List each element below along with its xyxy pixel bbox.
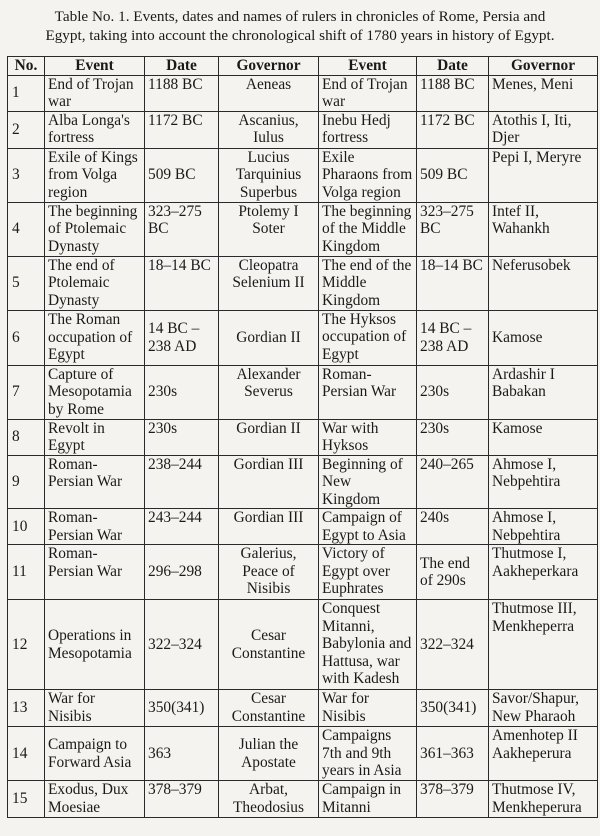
egypt-event: War for Nisibis (319, 690, 417, 727)
header-egypt-event: Event (319, 57, 417, 76)
egypt-governor: Ardashir I Babakan (489, 365, 598, 419)
egypt-event: Exile Pharaons from Volga region (319, 148, 417, 202)
egypt-event: The end of the Middle Kingdom (319, 256, 417, 310)
rome-governor: Arbat, Theodosius (219, 781, 319, 818)
egypt-governor: Atothis I, Iti, Djer (489, 111, 598, 148)
egypt-event: Victory of Egypt over Euphrates (319, 545, 417, 600)
egypt-date: 240–265 (417, 455, 489, 509)
rome-date: 509 BC (145, 148, 219, 202)
row-number: 3 (8, 148, 45, 202)
egypt-date: 240s (417, 509, 489, 545)
rome-event: Roman-Persian War (45, 455, 145, 509)
egypt-date: 323–275 BC (417, 202, 489, 256)
row-number: 6 (8, 310, 45, 365)
table-row (8, 148, 598, 202)
rome-date: 378–379 (145, 781, 219, 818)
header-rome-date: Date (145, 57, 219, 76)
table-row (8, 545, 598, 600)
egypt-date: 1172 BC (417, 111, 489, 148)
rome-governor: Cleopatra Selenium II (219, 256, 319, 310)
rome-governor: Ptolemy I Soter (219, 202, 319, 256)
rome-governor: Gordian III (219, 509, 319, 545)
rome-date: 230s (145, 419, 219, 455)
table-row (8, 727, 598, 781)
header-no: No. (8, 57, 45, 76)
egypt-date: 350(341) (417, 690, 489, 727)
egypt-date: 230s (417, 365, 489, 419)
egypt-event: Campaigns 7th and 9th years in Asia (319, 727, 417, 781)
table-row (8, 509, 598, 545)
egypt-date: 361–363 (417, 727, 489, 781)
egypt-date: 230s (417, 419, 489, 455)
rome-governor: Galerius, Peace of Nisibis (219, 545, 319, 600)
rome-governor: Aeneas (219, 75, 319, 111)
row-number: 10 (8, 509, 45, 545)
egypt-event: Beginning of New Kingdom (319, 455, 417, 509)
table-row (8, 781, 598, 818)
rome-event: Revolt in Egypt (45, 419, 145, 455)
rome-governor: Julian the Apostate (219, 727, 319, 781)
rome-governor: Alexander Severus (219, 365, 319, 419)
egypt-event: Conquest Mitanni, Babylonia and Hattusa, war with Kadesh (319, 600, 417, 690)
rome-governor: Cesar Constantine (219, 690, 319, 727)
row-number: 9 (8, 455, 45, 509)
caption-line-1: Table No. 1. Events, dates and names of rulers in chronicles of Rome, Persia and (54, 8, 546, 25)
chronology-table (7, 56, 598, 818)
rome-event: Exile of Kings from Volga region (45, 148, 145, 202)
egypt-date: 18–14 BC (417, 256, 489, 310)
rome-event: Roman-Persian War (45, 509, 145, 545)
rome-date: 18–14 BC (145, 256, 219, 310)
egypt-governor: Ahmose I, Nebpehtira (489, 509, 598, 545)
rome-governor: Gordian III (219, 455, 319, 509)
egypt-event: The Hyksos occupation of Egypt (319, 310, 417, 365)
row-number: 5 (8, 256, 45, 310)
rome-event: Roman-Persian War (45, 545, 145, 600)
rome-date: 14 BC – 238 AD (145, 310, 219, 365)
egypt-governor: Kamose (489, 419, 598, 455)
egypt-governor: Thutmose I, Aakheperkara (489, 545, 598, 600)
table-row (8, 75, 598, 111)
egypt-event: Campaign of Egypt to Asia (319, 509, 417, 545)
egypt-date: 14 BC – 238 AD (417, 310, 489, 365)
row-number: 2 (8, 111, 45, 148)
egypt-event: Campaign in Mitanni (319, 781, 417, 818)
egypt-governor: Savor/Shapur, New Pharaoh (489, 690, 598, 727)
rome-event: The beginning of Ptolemaic Dynasty (45, 202, 145, 256)
egypt-date: 509 BC (417, 148, 489, 202)
rome-date: 1172 BC (145, 111, 219, 148)
table-row (8, 111, 598, 148)
egypt-governor: Intef II, Wahankh (489, 202, 598, 256)
header-egypt-governor: Governor (489, 57, 598, 76)
rome-event: Operations in Mesopotamia (45, 600, 145, 690)
row-number: 1 (8, 75, 45, 111)
rome-governor: Cesar Constantine (219, 600, 319, 690)
table-row (8, 256, 598, 310)
rome-event: End of Trojan war (45, 75, 145, 111)
rome-event: Alba Longa's fortress (45, 111, 145, 148)
egypt-governor: Thutmose III, Menkheperra (489, 600, 598, 690)
egypt-governor: Neferusobek (489, 256, 598, 310)
egypt-event: Inebu Hedj fortress (319, 111, 417, 148)
header-rome-governor: Governor (219, 57, 319, 76)
rome-date: 243–244 (145, 509, 219, 545)
table-row (8, 310, 598, 365)
row-number: 14 (8, 727, 45, 781)
egypt-date: 378–379 (417, 781, 489, 818)
rome-date: 296–298 (145, 545, 219, 600)
rome-governor: Ascanius, Iulus (219, 111, 319, 148)
table-row (8, 600, 598, 690)
egypt-governor: Thutmose IV, Menkheperura (489, 781, 598, 818)
header-row (8, 57, 598, 76)
egypt-governor: Kamose (489, 310, 598, 365)
egypt-governor: Pepi I, Meryre (489, 148, 598, 202)
rome-date: 350(341) (145, 690, 219, 727)
egypt-governor: Ahmose I, Nebpehtira (489, 455, 598, 509)
egypt-governor: Amenhotep II Aakheperura (489, 727, 598, 781)
rome-event: The Roman occupation of Egypt (45, 310, 145, 365)
rome-event: Capture of Mesopotamia by Rome (45, 365, 145, 419)
egypt-event: Roman-Persian War (319, 365, 417, 419)
table-row (8, 365, 598, 419)
egypt-event: The beginning of the Middle Kingdom (319, 202, 417, 256)
rome-date: 1188 BC (145, 75, 219, 111)
egypt-date: The end of 290s (417, 545, 489, 600)
row-number: 11 (8, 545, 45, 600)
rome-date: 363 (145, 727, 219, 781)
table-row (8, 455, 598, 509)
egypt-event: War with Hyksos (319, 419, 417, 455)
rome-governor: Gordian II (219, 310, 319, 365)
caption-line-2: Egypt, taking into account the chronological shift of 1780 years in history of Egypt. (45, 27, 555, 44)
rome-event: The end of Ptolemaic Dynasty (45, 256, 145, 310)
egypt-date: 1188 BC (417, 75, 489, 111)
row-number: 8 (8, 419, 45, 455)
rome-governor: Lucius Tarquinius Superbus (219, 148, 319, 202)
header-rome-event: Event (45, 57, 145, 76)
rome-event: Exodus, Dux Moesiae (45, 781, 145, 818)
rome-date: 323–275 BC (145, 202, 219, 256)
egypt-governor: Menes, Meni (489, 75, 598, 111)
row-number: 12 (8, 600, 45, 690)
rome-governor: Gordian II (219, 419, 319, 455)
table-row (8, 202, 598, 256)
table-row (8, 419, 598, 455)
egypt-event: End of Trojan war (319, 75, 417, 111)
rome-date: 230s (145, 365, 219, 419)
table-row (8, 690, 598, 727)
rome-date: 322–324 (145, 600, 219, 690)
table-caption (0, 0, 600, 45)
row-number: 15 (8, 781, 45, 818)
row-number: 13 (8, 690, 45, 727)
rome-event: War for Nisibis (45, 690, 145, 727)
row-number: 4 (8, 202, 45, 256)
rome-date: 238–244 (145, 455, 219, 509)
row-number: 7 (8, 365, 45, 419)
header-egypt-date: Date (417, 57, 489, 76)
rome-event: Campaign to Forward Asia (45, 727, 145, 781)
egypt-date: 322–324 (417, 600, 489, 690)
